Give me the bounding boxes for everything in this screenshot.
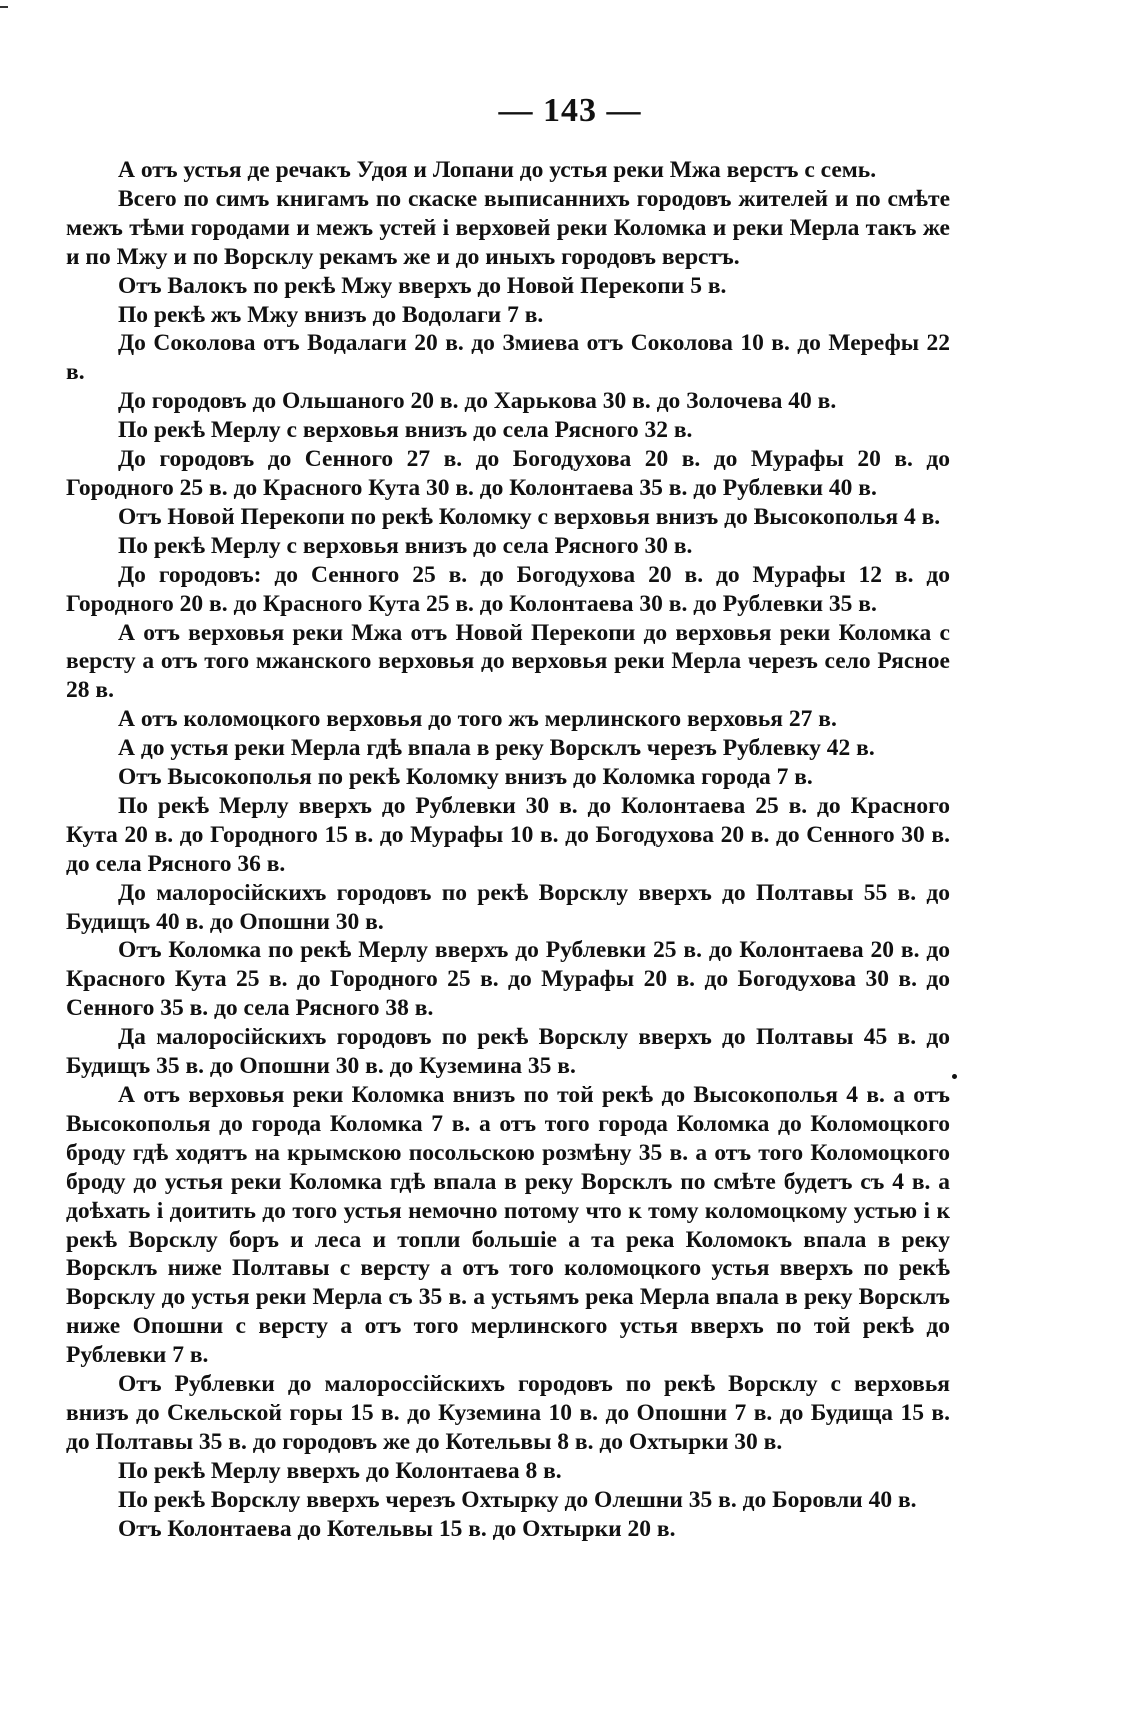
paragraph: Да малоросійскихъ городовъ по рекѣ Ворсклу вверхъ до Полтавы 45 в. до Будищъ 35 в. до Опошни 30 в. до Куземина 35 в. bbox=[66, 1024, 950, 1080]
paragraph: По рекѣ жъ Мжу внизъ до Водолаги 7 в. bbox=[118, 301, 544, 328]
paragraph: По рекѣ Мерлу вверхъ до Рублевки 30 в. до Колонтаева 25 в. до Красного Кута 20 в. до Городного 15 в. до Мурафы 10 в. до Богодухова 20 в. до Сенного 30 в. до села Рясного 36 в. bbox=[66, 792, 950, 877]
paragraph: По рекѣ Мерлу вверхъ до Колонтаева 8 в. bbox=[118, 1457, 562, 1484]
paragraph: А отъ устья де речакъ Удоя и Лопани до устья реки Мжа верстъ с семь. bbox=[118, 157, 877, 183]
page-body bbox=[66, 156, 950, 1544]
paragraph: А отъ коломоцкого верховья до того жъ мерлинского верховья 27 в. bbox=[118, 706, 837, 733]
paragraph: До городовъ: до Сенного 25 в. до Богодухова 20 в. до Мурафы 12 в. до Городного 20 в. до Красного Кута 25 в. до Колонтаева 30 в. до Рублевки 35 в. bbox=[66, 561, 950, 617]
paragraph: Отъ Высокополья по рекѣ Коломку внизъ до Коломка города 7 в. bbox=[118, 764, 813, 791]
paragraph: До городовъ до Сенного 27 в. до Богодухова 20 в. до Мурафы 20 в. до Городного 25 в. до Красного Кута 30 в. до Колонтаева 35 в. до Рублевки 40 в. bbox=[66, 446, 950, 501]
paragraph: До малоросійскихъ городовъ по рекѣ Ворсклу вверхъ до Полтавы 55 в. до Будищъ 40 в. до Опошни 30 в. bbox=[66, 879, 950, 935]
paragraph: А отъ верховья реки Мжа отъ Новой Перекопи до верховья реки Коломка с версту а отъ того мжанского верховья до верховья реки Мерла черезъ село Рясное 28 в. bbox=[66, 619, 950, 704]
paragraph: До Соколова отъ Водалаги 20 в. до Змиева отъ Соколова 10 в. до Мерефы 22 в. bbox=[66, 330, 950, 386]
page-number: — 143 — bbox=[498, 92, 642, 129]
paragraph: Отъ Валокъ по рекѣ Мжу вверхъ до Новой Перекопи 5 в. bbox=[118, 272, 727, 299]
paragraph: По рекѣ Мерлу с верховья внизъ до села Рясного 32 в. bbox=[118, 417, 693, 444]
paragraph: Отъ Новой Перекопи по рекѣ Коломку с верховья внизъ до Высокополья 4 в. bbox=[118, 503, 941, 530]
paragraph: До городовъ до Ольшаного 20 в. до Харькова 30 в. до Золочева 40 в. bbox=[118, 388, 837, 415]
paragraph: А отъ верховья реки Коломка внизъ по той рекѣ до Высокополья 4 в. а отъ Высокополья до города Коломка 7 в. а отъ того города Коломка до Коломоцкого броду гдѣ ходятъ на крымскою посольскою розмѣну 35 в. а отъ того Коломоцкого броду до устья реки Коломка гдѣ впала в реку Ворсклъ по смѣте будетъ съ 4 в. а доѣхать і доитить до того устья немочно потому что к тому коломоцкому устью і к рекѣ Ворсклу боръ и леса и топли большіе а та река Коломокъ впала в реку Ворсклъ ниже Полтавы с версту а отъ того коломоцкого устья вверхъ по рекѣ Ворсклу до устья реки Мерла съ 35 в. а устьямъ река Мерла впала в реку Ворсклъ ниже Опошни с версту а отъ того мерлинского устья вверхъ по той рекѣ до Рублевки 7 в. bbox=[66, 1082, 950, 1369]
paragraph: А до устья реки Мерла гдѣ впала в реку Ворсклъ черезъ Рублевку 42 в. bbox=[118, 735, 875, 762]
ink-speck bbox=[952, 1074, 957, 1079]
paragraph: По рекѣ Мерлу с верховья внизъ до села Рясного 30 в. bbox=[118, 532, 693, 559]
paragraph: По рекѣ Ворсклу вверхъ черезъ Охтырку до Олешни 35 в. до Боровли 40 в. bbox=[118, 1486, 917, 1513]
paragraph: Отъ Коломка по рекѣ Мерлу вверхъ до Рублевки 25 в. до Колонтаева 20 в. до Красного Кута 25 в. до Городного 25 в. до Мурафы 20 в. до Богодухова 30 в. до Сенного 35 в. до села Рясного 38 в. bbox=[66, 937, 950, 1022]
paragraph: Отъ Колонтаева до Котельвы 15 в. до Охтырки 20 в. bbox=[118, 1515, 676, 1542]
paragraph: Отъ Рублевки до малороссійскихъ городовъ по рекѣ Ворсклу с верховья внизъ до Скельской горы 15 в. до Куземина 10 в. до Опошни 7 в. до Будища 15 в. до Полтавы 35 в. до городовъ же до Котельвы 8 в. до Охтырки 30 в. bbox=[66, 1371, 950, 1455]
paragraph: Всего по симъ книгамъ по скаске выписаннихъ городовъ жителей и по смѣте межъ тѣми городами и межъ устей і верховей реки Коломка и реки Мерла такъ же и по Мжу и по Ворсклу рекамъ же и до иныхъ городовъ верстъ. bbox=[66, 185, 950, 270]
page-edge-mark bbox=[0, 6, 8, 8]
